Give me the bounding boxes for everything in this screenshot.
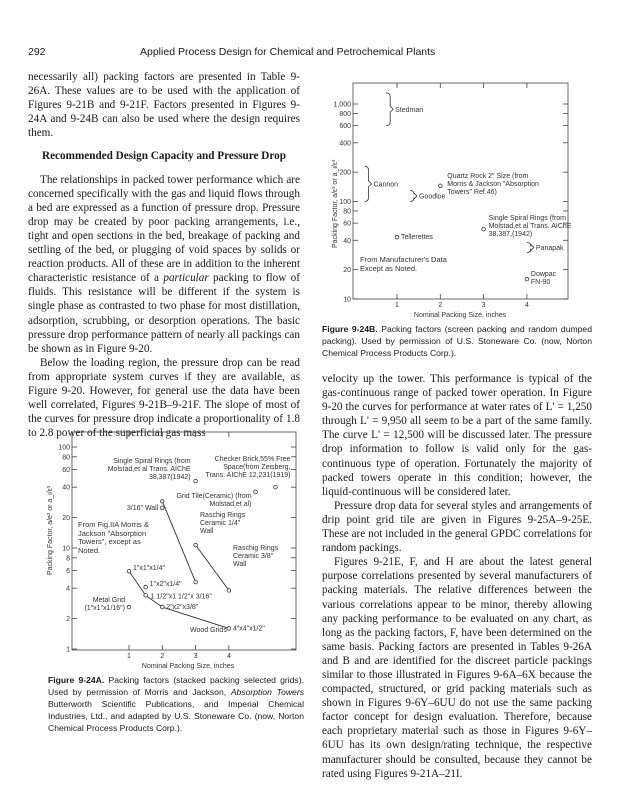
y-tick-label: 1,000 <box>333 101 351 109</box>
data-point <box>274 485 278 489</box>
y-tick-label: 400 <box>339 140 351 148</box>
note-box <box>78 521 162 561</box>
y-tick-label: 100 <box>58 444 70 452</box>
point-label: 38,387(1942) <box>148 474 191 482</box>
caption-emphasis: Absorption Towers <box>230 687 304 697</box>
series-label: Wall <box>233 561 247 568</box>
x-tick-label: 4 <box>524 302 529 309</box>
y-tick-label: 600 <box>339 123 351 131</box>
point-label: Space(from Zeisberg, <box>223 464 291 472</box>
data-point <box>161 506 165 510</box>
range-brace <box>527 242 534 252</box>
y-tick-label: 2 <box>66 616 70 624</box>
x-tick-label: 2 <box>160 653 165 660</box>
note-text: From Manufacturer's Data Except as Noted. <box>360 256 447 273</box>
point-label: 1"x1"x1/4" <box>133 565 165 573</box>
point-label: Morris & Jackson "Absorption <box>447 180 539 188</box>
data-point <box>254 490 258 494</box>
point-label: 1 1/2"x1 1/2"x 3/16" <box>150 593 212 601</box>
paragraph: Pressure drop data for several styles and arrangements of drip point grid tile are given in Figures 9-25A–9-25E. These are not included in the general GPDC correlations for random packings. <box>322 499 592 555</box>
caption-text: Packing factors (stacked packing selected grids). Used by permission of Morris and Jackson, <box>48 675 304 697</box>
data-point <box>161 605 165 609</box>
y-tick-label: 40 <box>62 484 70 492</box>
section-heading: Recommended Design Capacity and Pressure Drop <box>42 150 286 163</box>
y-tick-label: 4 <box>66 585 70 593</box>
series-label: Wall <box>200 528 214 535</box>
paragraph: velocity up the tower. This performance is typical of the gas-continuous range of packed tower operation. In Figure 9-20 the curves for performance at water rates of L' = 1,250 through L' = 9,950 all seem to be a part of the same family. The curve L' = 12,500 will be discussed later. The pressure drop information to follow is valid only for the gas-continuous type of operation. Fortunately the majority of packed towers operate in this condition; however, the liquid-continuous will be considered later. <box>322 373 592 498</box>
y-tick-label: 60 <box>62 466 70 474</box>
series-label: Ceramic 3/8" <box>233 553 274 560</box>
y-tick-label: 10 <box>62 545 70 553</box>
emphasis: particular <box>163 272 209 285</box>
data-point <box>439 184 443 188</box>
point-label: 38,387,(1942) <box>488 231 533 239</box>
data-point <box>161 499 165 503</box>
point-label: Single Spiral Rings (from <box>488 215 567 223</box>
figure-9-24b-caption <box>322 323 592 359</box>
series-label: Ceramic 1/4" <box>200 520 241 527</box>
y-tick-label: 60 <box>343 220 351 228</box>
range-brace <box>386 93 393 126</box>
data-point <box>194 580 198 584</box>
caption-label: Figure 9-24A. <box>48 675 105 685</box>
point-label: Tellerettes <box>401 234 433 242</box>
y-tick-label: 1 <box>66 646 70 654</box>
running-title: Applied Process Design for Chemical and Petrochemical Plants <box>140 46 436 58</box>
series-line <box>162 501 195 582</box>
y-tick-label: 20 <box>343 267 351 275</box>
paragraph <box>28 173 300 356</box>
x-tick-label: 3 <box>481 302 486 309</box>
data-point <box>525 277 529 281</box>
y-axis-label: Packing Factor, a/ε³ or a_i/ε³ <box>332 159 339 248</box>
y-tick-label: 10 <box>343 296 351 304</box>
point-label: Molstad,et al Trans. AIChE <box>107 466 191 474</box>
series-label: Raschig Rings <box>200 512 246 519</box>
point-label: 1"x2"x1/4" <box>149 581 182 589</box>
y-tick-label: 6 <box>66 567 70 575</box>
y-tick-label: 20 <box>62 515 70 523</box>
caption-text: Packing factors (screen packing and random dumped packing). Used by permission of U.S. Stoneware Co. (now, Norton Chemical Process Products Corp.). <box>322 324 592 358</box>
data-point <box>482 227 486 231</box>
figure-9-24a-chart <box>40 425 310 672</box>
point-label: FN-90 <box>530 279 551 287</box>
y-tick-label: 40 <box>343 237 351 245</box>
paragraph: Figures 9-21E, F, and H are about the latest general purpose correlations presented by several manufacturers of packing materials. The relative differences between the various correlations appear to be minor, thereby allowing any packing performance to be evaluated on any chart, as long as the packing factors, F, have been determined on the same basis. Packing factors are presented in Tables 9-26A and B and are identified for the discreet particle packings similar to those illustrated in Figures 9-6A–6X because the compacted, structured, or grid packing materials such as shown in Figures 9-6Y–6UU do not use the same packing factor concept for design evaluation. Therefore, because each proprietary material such as those in Figures 9-6Y–6UU has its own design/rating technique, the respective manufacturer should be consulted, because they cannot be rated using Figures 9-21A–21I. <box>322 556 592 780</box>
point-label: 4"x4"x1/2" <box>232 625 265 633</box>
page-number: 292 <box>28 46 46 58</box>
figure-9-24b-chart <box>330 78 590 321</box>
figure-9-24a-caption <box>48 674 304 734</box>
point-label: (1"x1"x1/16") <box>84 605 125 613</box>
range-brace <box>410 190 417 201</box>
note-text: From Fig.IIA Morris & Jackson "Absorption Towers", except as Noted. <box>78 521 149 555</box>
point-label: 3/16" Wall <box>126 504 159 512</box>
point-label: 2"x2"x3/8" <box>166 604 199 612</box>
text: packing to flow of fluids. This resistance will be different if the system is single phase as contrasted to two phase for most distillation, adsorption, scrubbing, or desorption operations. The basic pressure drop performance pattern of nearly all packings can be shown as in Figure 9-20. <box>28 272 300 355</box>
x-axis-label: Nominal Packing Size, inches <box>413 312 507 319</box>
range-label: Goodloe <box>418 193 446 201</box>
y-tick-label: 80 <box>343 208 351 216</box>
point-label: Metal Grid <box>92 597 125 605</box>
range-label: Panapak <box>535 244 564 252</box>
note-box <box>360 256 452 280</box>
paragraph: Below the loading region, the pressure drop can be read from appropriate system curves if they are available, as Figure 9-20. However, for general use the data have been well correlated, Figures 9-21B–9-21F. The slope of most of the curves for pressure drop indicate a proportionality of 1.8 to 2.8 power of the superficial gas mass <box>28 356 300 440</box>
right-column <box>322 372 592 781</box>
x-tick-label: 1 <box>395 302 399 309</box>
point-label: Dowpac <box>530 271 557 279</box>
x-tick-label: 2 <box>438 302 443 309</box>
y-axis-label: Packing Factor, a/e³ or a_i/ε³ <box>47 485 54 575</box>
range-brace <box>365 166 372 201</box>
point-label: Molstad,et al) <box>209 500 252 508</box>
x-axis-label: Nominal Packing Size, inches <box>141 663 235 670</box>
series-label: Wood Grids <box>190 627 227 634</box>
data-point <box>144 585 148 589</box>
y-tick-label: 80 <box>62 454 70 462</box>
point-label: Single Spiral Rings (from <box>113 458 191 466</box>
x-tick-label: 3 <box>193 653 198 660</box>
data-point <box>127 605 131 609</box>
point-label: Grid Tile(Ceramic) (from <box>176 492 252 500</box>
y-tick-label: 800 <box>339 110 351 118</box>
point-label: Molstad,et al Trans. AIChE <box>488 223 572 231</box>
x-tick-label: 1 <box>127 653 131 660</box>
caption-label: Figure 9-24B. <box>322 324 378 334</box>
data-point <box>227 589 231 593</box>
point-label: Quartz Rock 2" Size (from <box>447 172 529 180</box>
x-tick-label: 4 <box>226 653 231 660</box>
caption-text: Butterworth Scientific Publications, and Imperial Chemical Industries, Ltd., and adapted by U.S. Stoneware Co. (now, Norton Chemical Process Products Corp.). <box>48 699 304 733</box>
y-tick-label: 8 <box>66 555 70 563</box>
paragraph: necessarily all) packing factors are presented in Table 9-26A. These values are to be used with the application of Figures 9-21B and 9-21F. Factors presented in Figures 9-24A and 9-24B can also be used where the design requires them. <box>28 71 300 140</box>
left-column <box>28 70 300 440</box>
point-label: Trans. AIChE 12,231(1919) <box>205 472 291 480</box>
y-tick-label: 100 <box>339 199 351 206</box>
data-point <box>227 627 231 631</box>
point-label: Towers" Ref.46) <box>447 188 497 196</box>
point-label: Checker Brick,55% Free <box>214 456 291 464</box>
data-point <box>395 235 399 239</box>
data-point <box>194 543 198 547</box>
data-point <box>194 479 198 483</box>
y-tick-label: 200 <box>339 169 351 177</box>
data-point <box>127 569 131 573</box>
range-label: Stedman <box>395 106 424 114</box>
range-label: Cannon <box>373 181 399 189</box>
series-line <box>196 545 229 590</box>
data-point <box>144 594 148 598</box>
text: The relationships in packed tower performance which are concerned specifically with the gas and liquid flows through a bed are expressed as a function of pressure drop. Pressure drop may be created by poor packing arrangements, i.e., tight and open sections in the bed, breakage of packing and settling of the bed, or plugging of void spaces by solids or reaction products. All of these are in addition to the inherent characteristic resistance of a <box>28 173 300 285</box>
series-label: Raschig Rings <box>233 545 279 552</box>
